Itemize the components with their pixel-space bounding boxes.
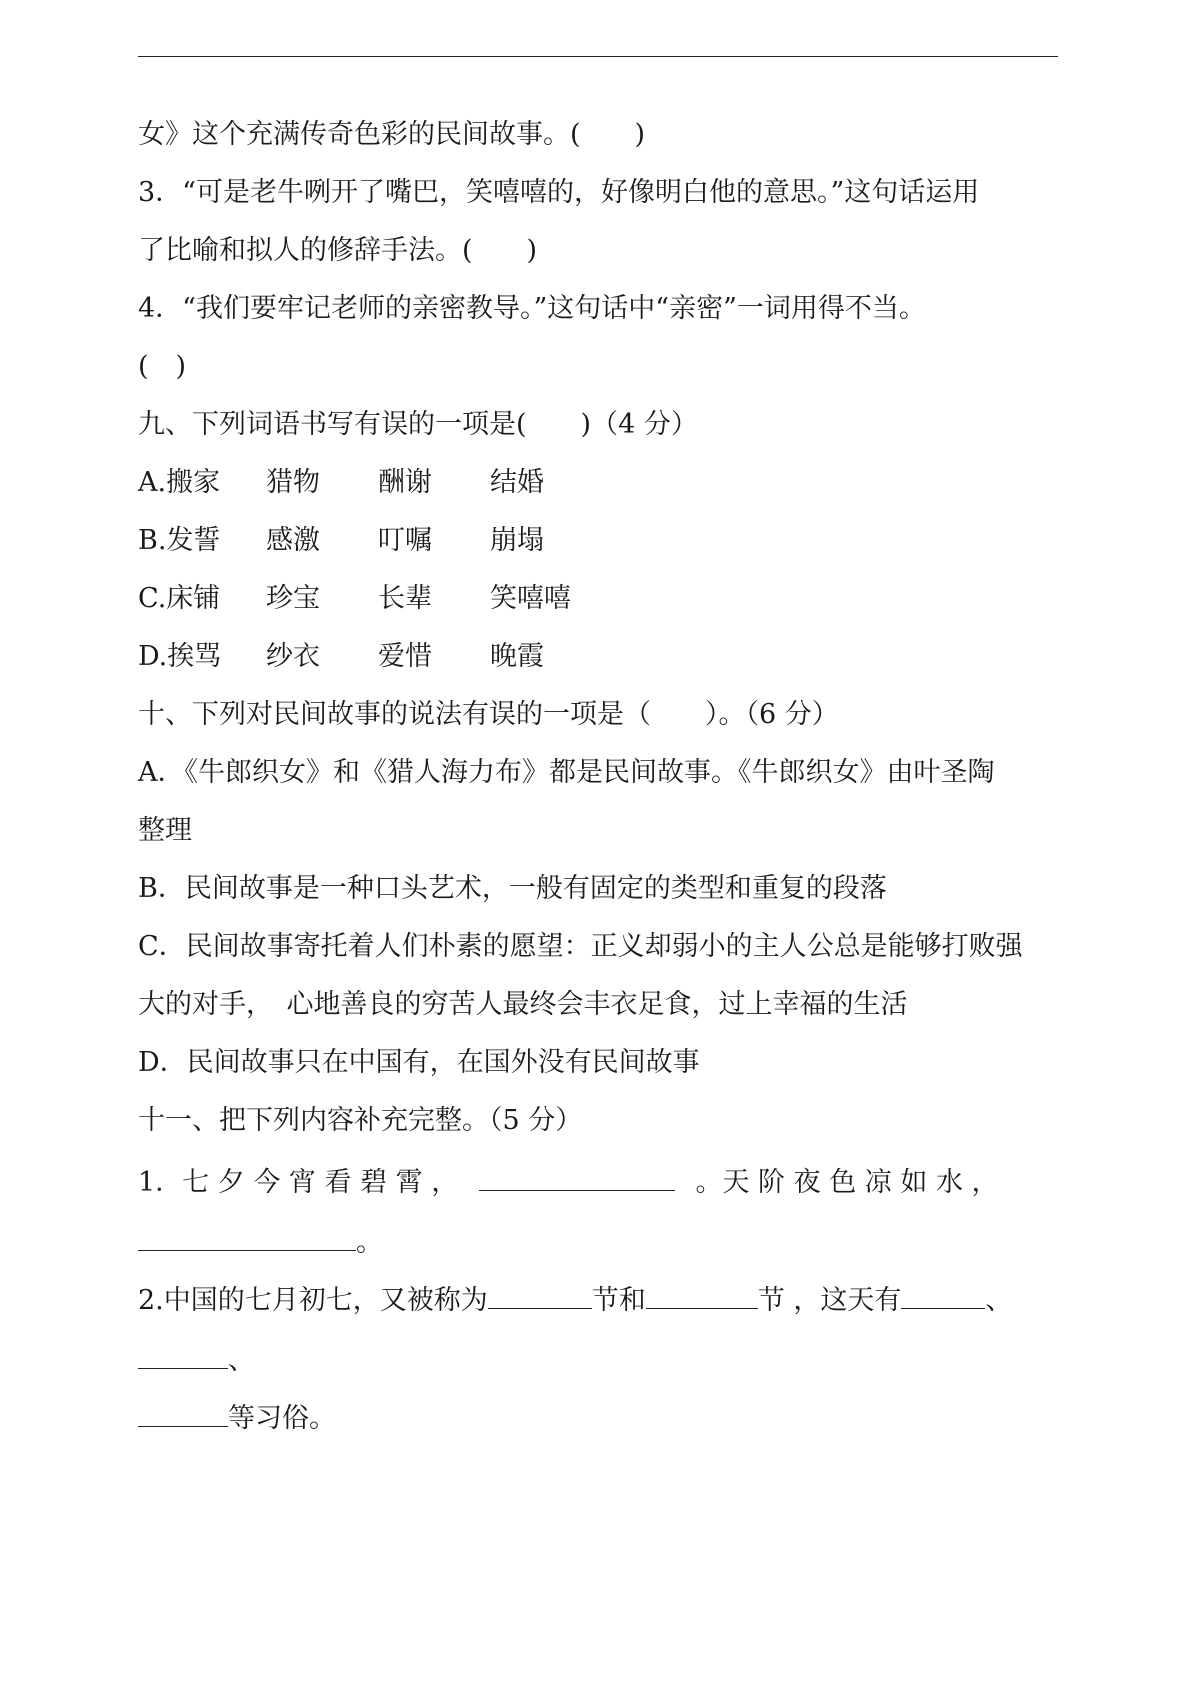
answer-blank[interactable] bbox=[479, 1164, 675, 1191]
fill-text: 2.中国的七月初七，又被称为 bbox=[138, 1285, 488, 1316]
question-10-heading: 十、下列对民间故事的说法有误的一项是（ ）。（6 分） bbox=[138, 699, 839, 730]
fill-line-2-end bbox=[138, 1400, 1058, 1436]
answer-bracket: ( ) bbox=[138, 351, 187, 382]
option-word: 结婚 bbox=[490, 467, 544, 498]
fill-line-1 bbox=[138, 1164, 1058, 1200]
fill-text: 。天 阶 夜 色 凉 如 水 ， bbox=[695, 1167, 999, 1198]
answer-blank[interactable] bbox=[138, 1342, 228, 1369]
question-11-heading: 十一、把下列内容补充完整。（5 分） bbox=[138, 1105, 583, 1136]
fill-text: 。 bbox=[356, 1227, 383, 1258]
question-10-option-c: C．民间故事寄托着人们朴素的愿望：正义却弱小的主人公总是能够打败强 bbox=[138, 931, 1023, 962]
option-label: B.发誓 bbox=[138, 525, 221, 556]
option-label: D.挨骂 bbox=[138, 641, 222, 672]
option-word: 酬谢 bbox=[378, 467, 432, 498]
fill-line-2-cont bbox=[138, 1342, 1058, 1378]
answer-blank[interactable] bbox=[901, 1282, 985, 1309]
text-line: 了比喻和拟人的修辞手法。( ) bbox=[138, 235, 538, 266]
option-row-b bbox=[138, 524, 1058, 558]
option-word: 珍宝 bbox=[266, 583, 320, 614]
fill-line-2 bbox=[138, 1282, 1058, 1318]
question-10-option-d: D．民间故事只在中国有，在国外没有民间故事 bbox=[138, 1047, 700, 1078]
option-word: 爱惜 bbox=[378, 641, 432, 672]
option-label: C.床铺 bbox=[138, 583, 221, 614]
option-word: 长辈 bbox=[378, 583, 432, 614]
option-row-a bbox=[138, 466, 1058, 500]
answer-blank[interactable] bbox=[138, 1224, 356, 1251]
answer-blank[interactable] bbox=[488, 1282, 592, 1309]
option-word: 猎物 bbox=[266, 467, 320, 498]
option-word: 叮嘱 bbox=[378, 525, 432, 556]
text-line: 女》这个充满传奇色彩的民间故事。( ) bbox=[138, 119, 646, 150]
answer-blank[interactable] bbox=[138, 1400, 228, 1427]
header-rule bbox=[138, 56, 1058, 57]
fill-line-1-cont bbox=[138, 1224, 1058, 1260]
question-8-3: 3．“可是老牛咧开了嘴巴，笑嘻嘻的，好像明白他的意思。”这句话运用 bbox=[138, 177, 980, 208]
fill-text: 、 bbox=[985, 1285, 1013, 1316]
text-line: 大的对手， 心地善良的穷苦人最终会丰衣足食，过上幸福的生活 bbox=[138, 989, 908, 1020]
option-word: 感激 bbox=[266, 525, 320, 556]
fill-text: 、 bbox=[228, 1345, 255, 1376]
option-word: 晚霞 bbox=[490, 641, 544, 672]
fill-text: 节和 bbox=[591, 1285, 646, 1316]
option-row-d bbox=[138, 640, 1058, 674]
answer-blank[interactable] bbox=[646, 1282, 758, 1309]
option-label: A.搬家 bbox=[138, 467, 221, 498]
fill-text: 等习俗。 bbox=[228, 1403, 336, 1434]
question-8-4: 4．“我们要牢记老师的亲密教导。”这句话中“亲密”一词用得不当。 bbox=[138, 293, 926, 324]
question-9-heading: 九、下列词语书写有误的一项是( )（4 分） bbox=[138, 409, 698, 440]
fill-text: 节 ，这天有 bbox=[757, 1285, 902, 1316]
option-word: 笑嘻嘻 bbox=[490, 583, 571, 614]
question-10-option-a: A．《牛郎织女》和《猎人海力布》都是民间故事。《牛郎织女》由叶圣陶 bbox=[138, 757, 995, 788]
fill-text: 1．七 夕 今 宵 看 碧 霄 ， bbox=[138, 1167, 459, 1198]
text-line: 整理 bbox=[138, 815, 192, 846]
question-10-option-b: B．民间故事是一种口头艺术，一般有固定的类型和重复的段落 bbox=[138, 873, 887, 904]
option-row-c bbox=[138, 582, 1058, 616]
option-word: 纱衣 bbox=[266, 641, 320, 672]
option-word: 崩塌 bbox=[490, 525, 544, 556]
